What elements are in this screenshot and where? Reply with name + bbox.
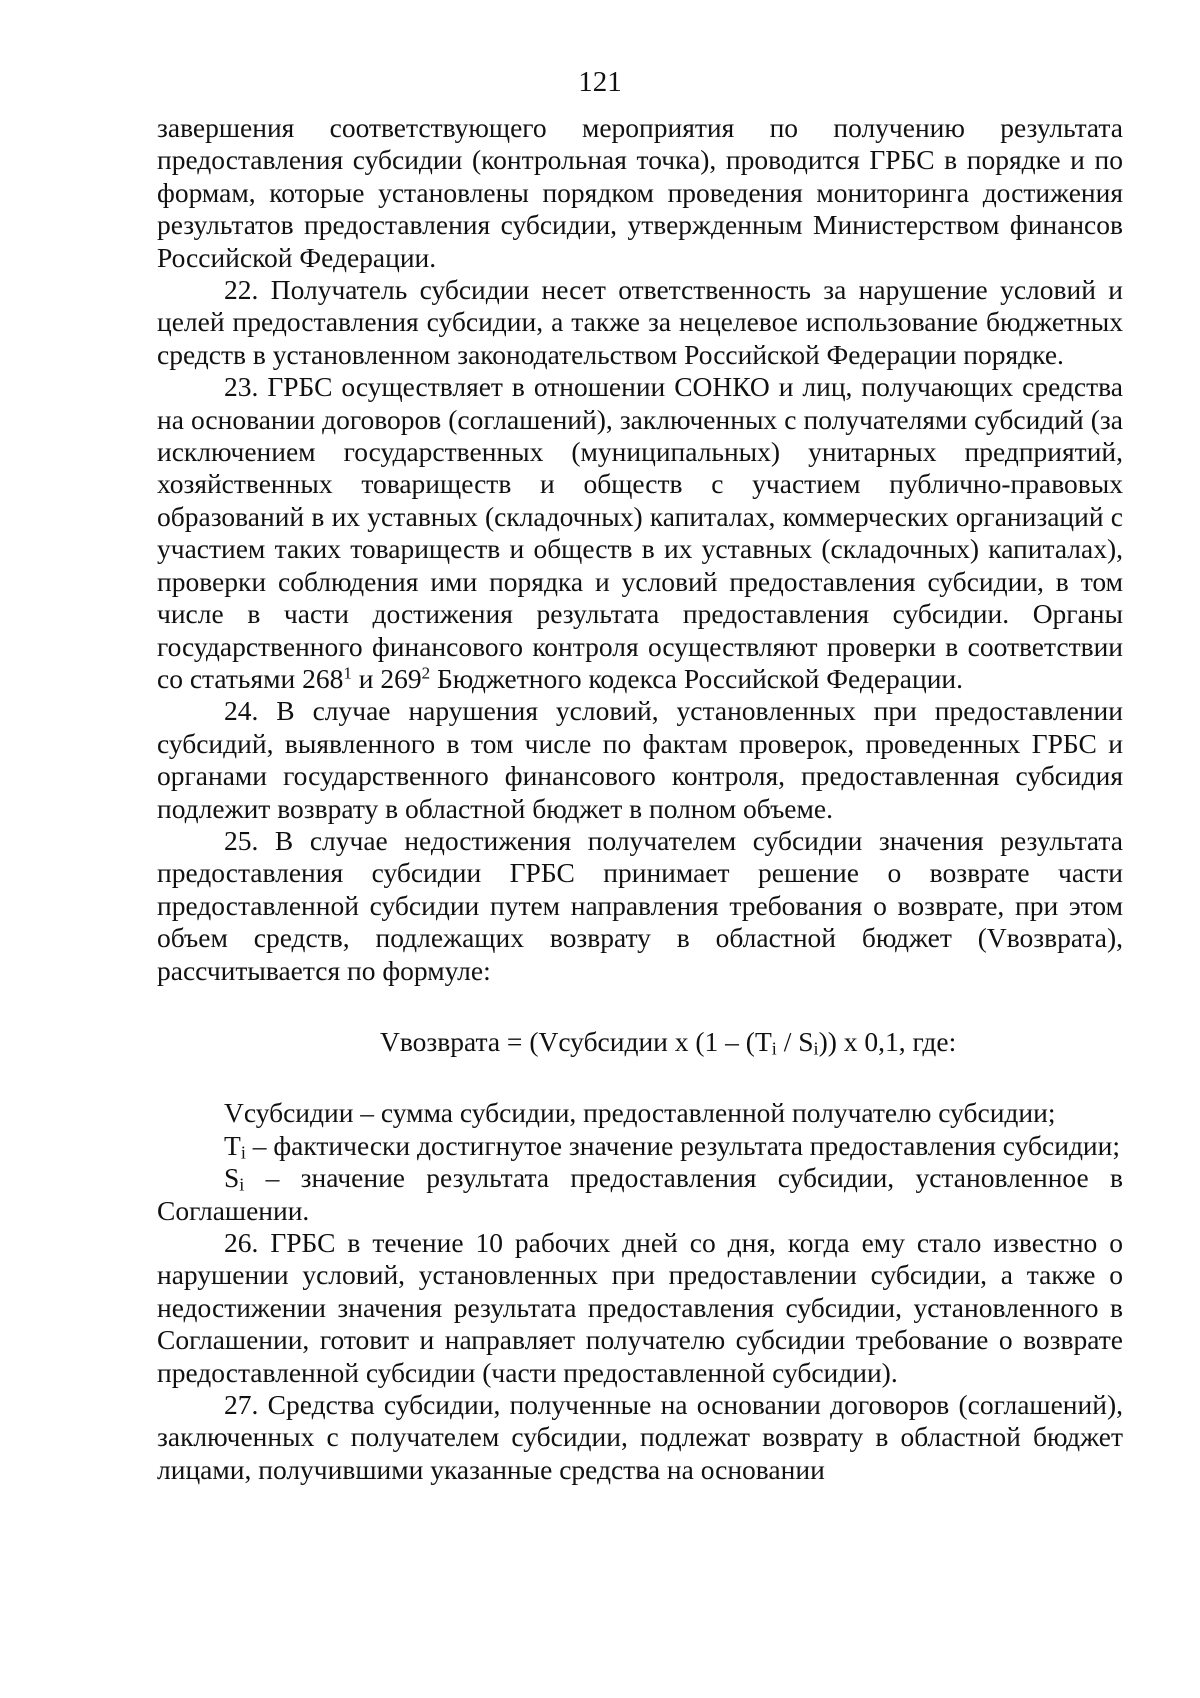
article-269-number: 269 [380,662,422,694]
paragraph-23-tail: Бюджетного кодекса Российской Федерации. [436,662,964,694]
definition-si-subscript: i [239,1174,245,1195]
paragraph-26: 26. ГРБС в течение 10 рабочих дней со дня, когда ему стало известно о нарушении условий, установленных при предоставлении субсидии, а также о недостижении значения результата предоставления субсидии, установленного в Соглашении, готовит и направляет получателю субсидии требование о возврате предоставленной субсидии (части предоставленной субсидии). [157,1227,1123,1388]
formula-lhs: Vвозврата = (Vсубсидии x (1 – (T [380,1025,772,1057]
paragraph-23 [157,371,1123,695]
paragraph-25: 25. В случае недостижения получателем субсидии значения результата предоставления субсидии ГРБС принимает решение о возврате части предоставленной субсидии путем направления требования о возврате, при этом объем средств, подлежащих возврату в областной бюджет (Vвозврата), рассчитывается по формуле: [157,824,1123,986]
document-body [157,112,1123,1486]
article-269-superscript: 2 [421,663,431,683]
formula-t-subscript: i [771,1038,777,1059]
formula-rhs: )) x 0,1, где: [818,1025,957,1057]
paragraph-24: 24. В случае нарушения условий, установленных при предоставлении субсидий, выявленного в том числе по фактам проверок, проведенных ГРБС и органами государственного финансового контроля, предоставленная субсидия подлежит возврату в областной бюджет в полном объеме. [157,695,1123,824]
definition-ti [157,1130,1123,1162]
definition-si-symbol: S [224,1162,240,1194]
definition-si [157,1162,1123,1227]
definition-si-text: – значение результата предоставления субсидии, установленное в Соглашении. [157,1162,1123,1226]
definition-ti-subscript: i [240,1142,246,1163]
paragraph-continuation: завершения соответствующего мероприятия по получению результата предоставления субсидии (контрольная точка), проводится ГРБС в порядке и по формам, которые установлены порядком проведения мониторинга достижения результатов предоставления субсидии, утвержденным Министерством финансов Российской Федерации. [157,112,1123,273]
definition-ti-text: – фактически достигнутое значение результата предоставления субсидии; [245,1129,1121,1161]
formula-s-subscript: i [813,1038,819,1059]
formula-mid: / S [776,1025,814,1057]
page-number: 121 [578,66,622,98]
definition-vsubsidy: Vсубсидии – сумма субсидии, предоставленной получателю субсидии; [224,1097,1056,1129]
paragraph-23-and: и [358,662,374,694]
article-268-superscript: 1 [343,663,352,683]
paragraph-22: 22. Получатель субсидии несет ответственность за нарушение условий и целей предоставления субсидии, а также за нецелевое использование бюджетных средств в установленном законодательством Российской Федерации порядке. [157,274,1123,370]
paragraph-27: 27. Средства субсидии, полученные на основании договоров (соглашений), заключенных с получателем субсидии, подлежат возврату в областной бюджет лицами, получившими указанные средства на основании [157,1389,1123,1485]
paragraph-23-text: 23. ГРБС осуществляет в отношении СОНКО и лиц, получающих средства на основании договоров (соглашений), заключенных с получателями субсидий (за исключением государственных (муниципальных) унитарных предприятий, хозяйственных товариществ и обществ с участием публично-правовых образований в их уставных (складочных) капиталах, коммерческих организаций с участием таких товариществ и обществ в их уставных (складочных) капиталах), проверки соблюдения ими порядка и условий предоставления субсидии, в том числе в части достижения результата предоставления субсидии. Органы государственного финансового контроля осуществляют проверки в соответствии со статьями [157,371,1123,694]
refund-formula [157,1026,1123,1058]
definition-ti-symbol: T [224,1129,241,1161]
article-268-number: 268 [302,662,344,694]
